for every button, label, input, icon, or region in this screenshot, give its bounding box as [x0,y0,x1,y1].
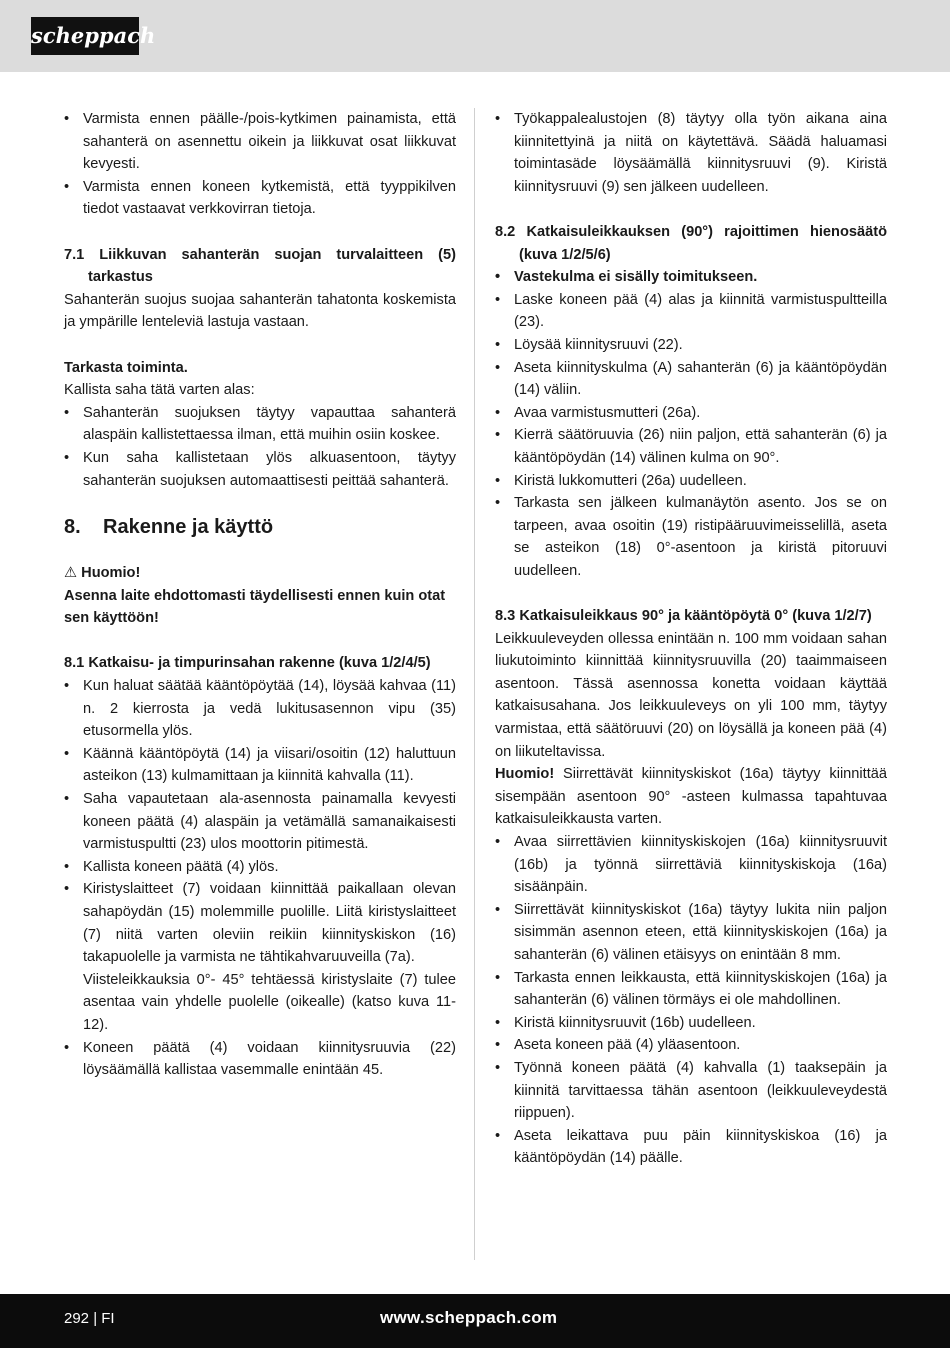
check-title: Tarkasta toiminta. [64,359,188,376]
list-item: • Siirrettävät kiinnityskiskot (16a) täytyy lukita niin paljon sisimmän asennon eteen, että kiinnityskiskojen (16a) ja sahanterän (6) välinen etäisyys on enintään 8 mm. [495,899,887,967]
section-8-3-heading: 8.3 Katkaisuleikkaus 90° ja kääntöpöytä 0° (kuva 1/2/7) [495,608,872,625]
section-8-3-note [495,763,887,831]
list-item: • Aseta koneen pää (4) yläasentoon. [495,1034,887,1057]
list-item: • Sahanterän suojuksen täytyy vapauttaa sahanterä alaspäin kallistettaessa ilman, että muihin osiin koskee. [64,402,456,447]
section-8-3-text: Leikkuuleveyden ollessa enintään n. 100 mm voidaan sahan liukutoiminto kiinnittää kiinnitysruuvilla (20) taaimmaiseen asentoon. Tässä asennossa konetta voidaan käyttää katkaisusahana. Jos leikkuuleveys on yli 100 mm, täytyy varmistaa, että säätöruuvi (20) on löysällä ja koneen pää (4) on liikuteltavissa. [495,630,887,760]
page-header [0,0,950,72]
warning-text: Asenna laite ehdottomasti täydellisesti ennen kuin otat sen käyttöön! [64,587,446,627]
list-item: • Käännä kääntöpöytä (14) ja viisari/osoitin (12) haluttuun asteikon (13) kulmamittaan ja kiinnitä kahvalla (11). [64,743,456,788]
list-item: • Avaa siirrettävien kiinnityskiskojen (16a) kiinnitysruuvit (16b) ja työnnä siirrettäviä kiinnityskiskoja (16a) sisäänpäin. [495,831,887,899]
section-7-1-text: Sahanterän suojus suojaa sahanterän tahatonta koskemista ja ympärille lenteleviä lastuja vastaan. [64,291,456,331]
list-item: • Aseta kiinnityskulma (A) sahanterän (6) ja kääntöpöydän (14) väliin. [495,357,887,402]
list-item: • Varmista ennen koneen kytkemistä, että tyyppikilven tiedot vastaavat verkkovirran tietoja. [64,176,456,221]
list-item [64,878,456,1036]
list-item: • Saha vapautetaan ala-asennosta painamalla kevyesti koneen päätä (4) alaspäin ja vetämällä samanaikaisesti varmistuspultti (23) ulos moottorin pitimestä. [64,788,456,856]
note-label: Huomio! [495,766,555,783]
list-item: • Kiristä lukkomutteri (26a) uudelleen. [495,470,887,493]
list-item: • Kun saha kallistetaan ylös alkuasentoon, täytyy sahanterän suojuksen automaattisesti peittää sahanterä. [64,447,456,492]
section-8-1-list [64,675,456,1082]
section-8-2-heading: 8.2 Katkaisuleikkauksen (90°) rajoittimen hienosäätö (kuva 1/2/5/6) [495,223,887,263]
list-item: • Aseta leikattava puu päin kiinnityskiskoa (16) ja kääntöpöydän (14) päälle. [495,1125,887,1170]
page-number: 292 | FI [64,1310,115,1327]
column-divider [474,108,475,1260]
list-item: • Kallista koneen päätä (4) ylös. [64,856,456,879]
section-8-number: 8. [64,516,81,539]
list-item: • Työkappalealustojen (8) täytyy olla työn aikana aina kiinnitettyinä ja niitä on käytettävä. Säädä haluamasi toimintasäde löysäämällä kiinnitysruuvi (9). Kiristä kiinnitysruuvi (9) sen jälkeen uudelleen. [495,108,887,198]
right-column [495,108,887,1170]
list-item: • Varmista ennen päälle-/pois-kytkimen painamista, että sahanterä on asennettu oikein ja liikkuvat osat liikkuvat kevyesti. [64,108,456,176]
warning-triangle-icon: ⚠ [64,565,78,582]
section-7-1-heading: 7.1 Liikkuvan sahanterän suojan turvalaitteen (5) tarkastus [64,246,456,286]
warning-heading [64,562,456,585]
section-8-1-heading: 8.1 Katkaisu- ja timpurinsahan rakenne (kuva 1/2/4/5) [64,655,431,672]
list-item-note: Viisteleikkauksia 0°- 45° tehtäessä kiristyslaite (7) tulee asentaa vain yhdelle puolelle (oikealle) (katso kuva 11-12). [83,971,456,1033]
section-8-2-list [495,266,887,582]
warning-title: Huomio! [81,565,141,582]
left-column [64,108,456,1082]
intro-list-right [495,108,887,198]
list-item: • Löysää kiinnitysruuvi (22). [495,334,887,357]
page-footer [0,1294,950,1348]
list-item: • Tarkasta ennen leikkausta, että kiinnityskiskojen (16a) ja sahanterän (6) välinen törmäys ei ole mahdollinen. [495,967,887,1012]
list-item-bold: • Vastekulma ei sisälly toimitukseen. [495,266,887,289]
list-item: • Laske koneen pää (4) alas ja kiinnitä varmistuspultteilla (23). [495,289,887,334]
section-8-3-list [495,831,887,1170]
brand-logo: scheppach [31,17,139,55]
list-item: • Koneen päätä (4) voidaan kiinnitysruuvia (22) löysäämällä kallistaa vasemmalle enintään 45. [64,1037,456,1082]
list-item: • Kierrä säätöruuvia (26) niin paljon, että sahanterän (6) ja kääntöpöydän (14) välinen kulma on 90°. [495,424,887,469]
intro-list-left [64,108,456,221]
website-link[interactable]: www.scheppach.com [380,1308,558,1327]
list-item: • Tarkasta sen jälkeen kulmanäytön asento. Jos se on tarpeen, avaa osoitin (19) ristipääruuvimeisselillä, aseta se asteikon (18) 0°-asentoon ja kiristä pitoruuvi uudelleen. [495,492,887,582]
list-item: • Kun haluat säätää kääntöpöytää (14), löysää kahvaa (11) n. 2 kierrosta ja vedä lukitusasennon vipu (35) etusormella ylös. [64,675,456,743]
list-item: • Avaa varmistusmutteri (26a). [495,402,887,425]
section-8-heading [64,514,456,540]
check-text: Kallista saha tätä varten alas: [64,382,255,399]
check-list [64,402,456,492]
list-item: • Kiristä kiinnitysruuvit (16b) uudelleen. [495,1012,887,1035]
note-text: Siirrettävät kiinnityskiskot (16a) täytyy kiinnittää sisempään asentoon 90° -asteen kulmassa tapahtuvaa katkaisuleikkausta varten. [495,766,887,828]
list-item-text: Kiristyslaitteet (7) voidaan kiinnittää paikallaan olevan sahapöydän (15) molemmille puolille. Liitä kiristyslaitteet (7) niitä varten oleviin reikiin kiinnityskiskon (16) takapuolelle ja varmista ne tähtikahvaruuveilla (7a). [83,881,456,966]
section-8-title: Rakenne ja käyttö [103,516,274,539]
list-item: • Työnnä koneen päätä (4) kahvalla (1) taaksepäin ja kiinnitä tarvittaessa tähän asentoon (leikkuuleveydestä riippuen). [495,1057,887,1125]
